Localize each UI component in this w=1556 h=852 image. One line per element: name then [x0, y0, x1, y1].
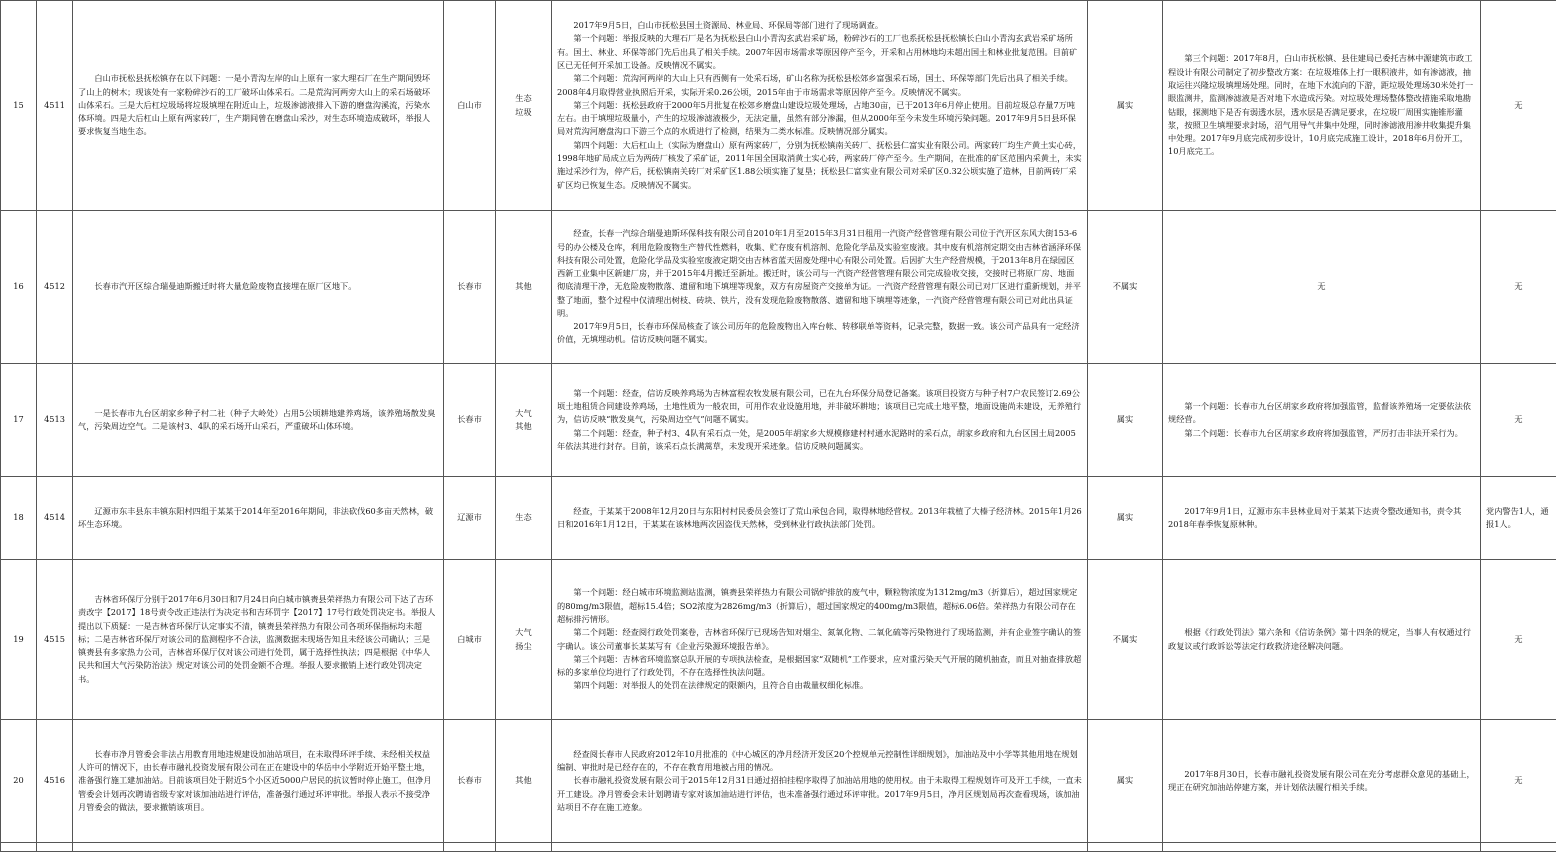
type-cell — [496, 364, 552, 477]
empty-cell — [444, 843, 496, 852]
row-number-cell: 19 — [1, 560, 37, 720]
empty-cell — [1163, 843, 1481, 852]
issue-cell — [73, 720, 444, 843]
finding-paragraph: 第四个问题：对举报人的处罚在法律规定的限额内，且符合自由裁量权细化标准。 — [557, 679, 1082, 692]
table-row — [1, 364, 1556, 477]
finding-paragraph: 第三个问题：抚松县政府于2000年5月批复在松郊乡磨盘山建设垃圾处理场，占地30亩，已于2013年6月停止使用。目前垃圾总存量7万吨左右。由于填埋垃圾量小，产生的垃圾渗滤液极少，无法定量，虽然有部分渗漏，但从2000年至今未发生环境污染问题。2017年9月5日县环保局对荒沟河磨盘沟口下游三个点的水质进行了检测，结果为二类水标准。反映情况部分属实。 — [557, 99, 1082, 139]
handling-paragraph: 第二个问题：长春市九台区胡家乡政府将加强监管，严厉打击非法开采行为。 — [1168, 427, 1475, 440]
row-number-cell: 15 — [1, 1, 37, 211]
issue-cell — [73, 560, 444, 720]
case-id-cell: 4512 — [37, 211, 73, 364]
verdict-cell: 属实 — [1088, 720, 1163, 843]
table-row — [1, 477, 1556, 560]
issue-cell — [73, 364, 444, 477]
type-cell — [496, 1, 552, 211]
findings-cell — [552, 1, 1088, 211]
handling-cell — [1163, 1, 1481, 211]
type-cell — [496, 560, 552, 720]
handling-cell: 无 — [1163, 211, 1481, 364]
verdict-cell: 属实 — [1088, 364, 1163, 477]
city-text: 长春市 — [444, 413, 495, 426]
row-number-cell: 18 — [1, 477, 37, 560]
type-text: 生态 — [496, 511, 551, 524]
issue-text: 辽源市东丰县东丰镇东阳村四组于某某于2014年至2016年期间，非法砍伐60多亩天然林，破坏生态环境。 — [78, 505, 438, 532]
finding-paragraph: 2017年9月5日，长春市环保局核查了该公司历年的危险废物出入库台帐、转移联单等资料，记录完整，数据一致。该公司产品具有一定经济价值，无填埋动机。信访反映问题不属实。 — [557, 320, 1082, 347]
city-cell — [444, 364, 496, 477]
type-text: 大气 扬尘 — [496, 626, 551, 653]
row-number-cell: 20 — [1, 720, 37, 843]
type-cell — [496, 211, 552, 364]
finding-paragraph: 第二个问题：荒沟河两岸的大山上只有西侧有一处采石场，矿山名称为抚松县松郊乡富强采石场，国土、环保等部门先后出具了相关手续。2008年4月取得营业执照后开采，实际开采0.26公顷，2015年由于市场需求等原因停产至今。反映情况不属实。 — [557, 72, 1082, 99]
issue-cell — [73, 477, 444, 560]
issue-cell — [73, 211, 444, 364]
empty-cell — [37, 843, 73, 852]
city-cell — [444, 211, 496, 364]
findings-cell — [552, 477, 1088, 560]
accountability-cell: 无 — [1481, 211, 1556, 364]
city-text: 辽源市 — [444, 511, 495, 524]
accountability-cell: 党内警告1人，通报1人。 — [1481, 477, 1556, 560]
case-id-cell: 4515 — [37, 560, 73, 720]
issue-text: 长春市汽开区综合瑞曼迪斯搬迁时将大量危险废物直接埋在原厂区地下。 — [78, 280, 438, 293]
issue-text: 吉林省环保厅分别于2017年6月30日和7月24日向白城市镇赉县荣祥热力有限公司下达了吉环责改字【2017】18号责令改正违法行为决定书和吉环罚字【2017】17号行政处罚决定书。举报人提出以下质疑：一是吉林省环保厅认定事实不清，镇赉县荣祥热力有限公司各项环保指标均未超标；二是吉林省环保厅对该公司的监测程序不合法，监测数据未现场告知且未经该公司确认；三是镇赉县有多家热力公司，吉林省环保厅仅对该公司进行处罚，属于选择性执法；四是根据《中华人民共和国大气污染防治法》规定对该公司的处罚金额不合理。举报人要求撤销上述行政处罚决定书。 — [78, 593, 438, 686]
type-cell — [496, 477, 552, 560]
empty-cell — [1481, 843, 1556, 852]
finding-paragraph: 第一个问题：经白城市环境监测站监测，镇赉县荣祥热力有限公司锅炉排放的废气中，颗粒物浓度为1312mg/m3（折算后），超过国家规定的80mg/m3限值，超标15.4倍；SO2浓度为2826mg/m3（折算后），超过国家规定的400mg/m3限值，超标6.06倍。荣祥热力有限公司存在超标排污情形。 — [557, 586, 1082, 626]
city-cell — [444, 477, 496, 560]
finding-paragraph: 第二个问题：经查，种子村3、4队有采石点一处，是2005年胡家乡大规模修建村村通水泥路时的采石点，胡家乡政府和九台区国土局2005年依法其进行封存。目前，该采石点长满蒿草，未发现开采迹象。信访反映问题属实。 — [557, 427, 1082, 454]
accountability-cell: 无 — [1481, 560, 1556, 720]
verdict-cell: 不属实 — [1088, 560, 1163, 720]
case-id-cell: 4513 — [37, 364, 73, 477]
verdict-cell: 不属实 — [1088, 211, 1163, 364]
empty-cell — [1088, 843, 1163, 852]
verdict-cell: 属实 — [1088, 1, 1163, 211]
type-text: 其他 — [496, 774, 551, 787]
handling-paragraph: 第一个问题：长春市九台区胡家乡政府将加强监管，监督该养殖场一定要依法依规经营。 — [1168, 400, 1475, 427]
findings-cell — [552, 560, 1088, 720]
handling-paragraph: 2017年9月1日，辽源市东丰县林业局对于某某下达责令整改通知书，责令其2018年春季恢复原林种。 — [1168, 505, 1475, 532]
handling-paragraph: 根据《行政处罚法》第六条和《信访条例》第十四条的规定，当事人有权通过行政复议或行政诉讼等法定行政救济途径解决问题。 — [1168, 626, 1475, 653]
city-cell — [444, 1, 496, 211]
case-id-cell: 4514 — [37, 477, 73, 560]
finding-paragraph: 2017年9月5日，白山市抚松县国土资源局、林业局、环保局等部门进行了现场调查。 — [557, 19, 1082, 32]
finding-paragraph: 第一个问题：举报反映的大理石厂是名为抚松县白山小青沟玄武岩采矿场，粉碎沙石的工厂也系抚松县抚松镇长白山小青沟玄武岩采矿场所有。国土、林业、环保等部门先后出具了相关手续。2007年因市场需求等原因停产至今，开采和占用林地均未超出国土和林业批复范围。目前矿区已无任何开采加工设备。反映情况不属实。 — [557, 32, 1082, 72]
row-number-cell: 16 — [1, 211, 37, 364]
handling-cell — [1163, 477, 1481, 560]
empty-cell — [496, 843, 552, 852]
table-row — [1, 560, 1556, 720]
empty-cell — [1, 843, 37, 852]
city-text: 长春市 — [444, 280, 495, 293]
finding-paragraph: 长春市融礼投资发展有限公司于2015年12月31日通过招拍挂程序取得了加油站用地的使用权。由于未取得工程规划许可及开工手续，一直未开工建设。净月管委会未计划聘请专家对该加油站进行评估，也未准备强行通过环评审批。2017年9月5日，净月区规划局再次查看现场，该加油站项目不存在施工迹象。 — [557, 774, 1082, 814]
handling-cell — [1163, 720, 1481, 843]
issue-text: 一是长春市九台区胡家乡种子村二社（种子大岭处）占用5公顷耕地建养鸡场，该养殖场散发臭气，污染周边空气。二是该村3、4队的采石场开山采石，严重破坏山体环境。 — [78, 407, 438, 434]
findings-cell — [552, 211, 1088, 364]
accountability-cell: 无 — [1481, 720, 1556, 843]
table-row — [1, 211, 1556, 364]
table-row — [1, 1, 1556, 211]
findings-cell — [552, 720, 1088, 843]
finding-paragraph: 经查，长春一汽综合瑞曼迪斯环保科技有限公司自2010年1月至2015年3月31日租用一汽资产经营管理有限公司位于汽开区东风大街153-6号的办公楼及仓库，利用危险废物生产替代性燃料，收集、贮存废有机溶剂、危险化学品及实验室废液。其中废有机溶剂定期交由吉林省涵泽环保科技有限公司处置，危险化学品及实验室废液定期交由吉林省蓝天固废处理中心有限公司处置。后因扩大生产经营规模，于2013年8月在绿园区西新工业集中区新建厂房，并于2015年4月搬迁至新址。搬迁时，该公司与一汽资产经营管理有限公司完成验收交接，交接时已将原厂房、地面彻底清理干净，无危险废物散落、遗留和地下填埋等现象，双方有房屋资产交接单为证。一汽资产经营管理有限公司已对厂区进行重新规划，并平整了地面，整个过程中仅清理出树枝、砖块、铁片，没有发现危险废物散落、遗留和地下填埋等迹象，一汽资产经营管理有限公司已对此出具证明。 — [557, 227, 1082, 320]
table-row — [1, 720, 1556, 843]
row-number-cell: 17 — [1, 364, 37, 477]
issue-cell — [73, 1, 444, 211]
city-text: 白山市 — [444, 99, 495, 112]
finding-paragraph: 第一个问题：经查，信访反映养鸡场为吉林富程农牧发展有限公司，已在九台环保分局登记备案。该项目投资方与种子村7户农民签订2.69公顷土地租赁合同建设养鸡场，土地性质为一般农田，可用作农业设施用地，并非破坏耕地；该项目已完成土地平整，地面设施尚未建设，无养殖行为，信访反映“散发臭气，污染周边空气”问题不属实。 — [557, 387, 1082, 427]
finding-paragraph: 经查，于某某于2008年12月20日与东阳村村民委员会签订了荒山承包合同，取得林地经营权。2013年栽植了大榛子经济林。2015年1月26日和2016年1月12日，于某某在该林地两次因盗伐天然林，受到林业行政执法部门处罚。 — [557, 505, 1082, 532]
accountability-cell: 无 — [1481, 364, 1556, 477]
finding-paragraph: 第二个问题：经查阅行政处罚案卷，吉林省环保厅已现场告知对烟尘、氮氧化物、二氧化硫等污染物进行了现场监测，并有企业签字确认的签字确认。该公司董事长某某写有《企业污染源环境报告单》。 — [557, 626, 1082, 653]
issue-text: 白山市抚松县抚松镇存在以下问题：一是小青沟左岸的山上原有一家大理石厂在生产期间毁坏了山上的树木；现该处有一家粉碎沙石的工厂破坏山体采石。二是荒沟河两旁大山上的采石场破坏山体采石。三是大后杠垃圾场将垃圾填埋在附近山上，垃圾渗滤液排入下游的磨盘沟溪流，污染水体环境。四是大后杠山上原有两家砖厂，生产期间曾在磨盘山采沙，对生态环境造成破坏，举报人要求恢复当地生态。 — [78, 72, 438, 138]
type-text: 大气 其他 — [496, 407, 551, 434]
finding-paragraph: 经查阅长春市人民政府2012年10月批准的《中心城区的净月经济开发区20个控规单元控制性详细规划》，加油站及中小学等其他用地在规划编制、审批时是已经存在的，不存在教育用地被占用的情况。 — [557, 748, 1082, 775]
finding-paragraph: 第三个问题：吉林省环境监察总队开展的专项执法检查，是根据国家“双随机”工作要求，应对重污染天气开展的随机抽查，而且对抽查排放超标的多家单位均进行了行政处罚，不存在选择性执法问题。 — [557, 653, 1082, 680]
case-id-cell: 4516 — [37, 720, 73, 843]
empty-cell — [552, 843, 1088, 852]
handling-paragraph: 第三个问题：2017年8月，白山市抚松镇、县住建局已委托吉林中源建筑市政工程设计有限公司制定了初步整改方案：在垃圾堆体上打一眼积液井，如有渗滤液，抽取运往兴隆垃圾填埋场处理。同时，在地下水流向的下游，距垃圾处理场30米处打一眼监测井，监测渗滤液是否对地下水造成污染。对垃圾处理场整体整改措施采取地勘钻眼，探测地下是否有弱透水层，透水层是否满足要求，在垃圾厂周围实施锥形灌浆，按照卫生填埋要求封场，沼气用导气井集中处理，同时渗滤液用渗井收集提升集中处理。2017年9月底完成初步设计，10月底完成施工设计，2018年6月份开工，10月底完工。 — [1168, 52, 1475, 158]
type-text: 生态 垃圾 — [496, 92, 551, 119]
empty-cell — [73, 843, 444, 852]
case-id-cell: 4511 — [37, 1, 73, 211]
handling-cell — [1163, 560, 1481, 720]
type-cell — [496, 720, 552, 843]
city-text: 长春市 — [444, 774, 495, 787]
accountability-cell: 无 — [1481, 1, 1556, 211]
table-row-partial — [1, 843, 1556, 852]
type-text: 其他 — [496, 280, 551, 293]
finding-paragraph: 第四个问题：大后杠山上（实际为磨盘山）原有两家砖厂，分别为抚松镇南关砖厂、抚松县仁富实业有限公司。两家砖厂均生产黄土实心砖，1998年地矿局成立后为两砖厂核发了采矿证，2011年国全国取消黄土实心砖，两家砖厂停产至今。生产期间，在批准的矿区范围内采黄土，未实施过采沙行为，停产后，抚松镇南关砖厂对采矿区1.88公顷实施了复垦；抚松县仁富实业有限公司对采矿区0.32公顷实施了造林，目前两砖厂采矿区均已恢复生态。反映情况不属实。 — [557, 139, 1082, 192]
city-text: 白城市 — [444, 633, 495, 646]
handling-cell — [1163, 364, 1481, 477]
verdict-cell: 属实 — [1088, 477, 1163, 560]
handling-paragraph: 2017年8月30日，长春市融礼投资发展有限公司在充分考虑群众意见的基础上，现正在研究加油站停建方案，并计划依法履行相关手续。 — [1168, 768, 1475, 795]
city-cell — [444, 560, 496, 720]
findings-cell — [552, 364, 1088, 477]
city-cell — [444, 720, 496, 843]
issue-text: 长春市净月管委会非法占用教育用地违规建设加油站项目，在未取得环评手续、未经相关权益人许可的情况下，由长春市融礼投资发展有限公司在正在建设中的华岳中小学附近开始平整土地，准备强行施工建加油站。目前该项目处于附近5个小区近5000户居民的抗议暂时停止施工，但净月管委会计划再次聘请省级专家对该加油站进行评估，准备强行通过环评审批。举报人表示不接受净月管委会的做法，要求撤销该项目。 — [78, 748, 438, 814]
